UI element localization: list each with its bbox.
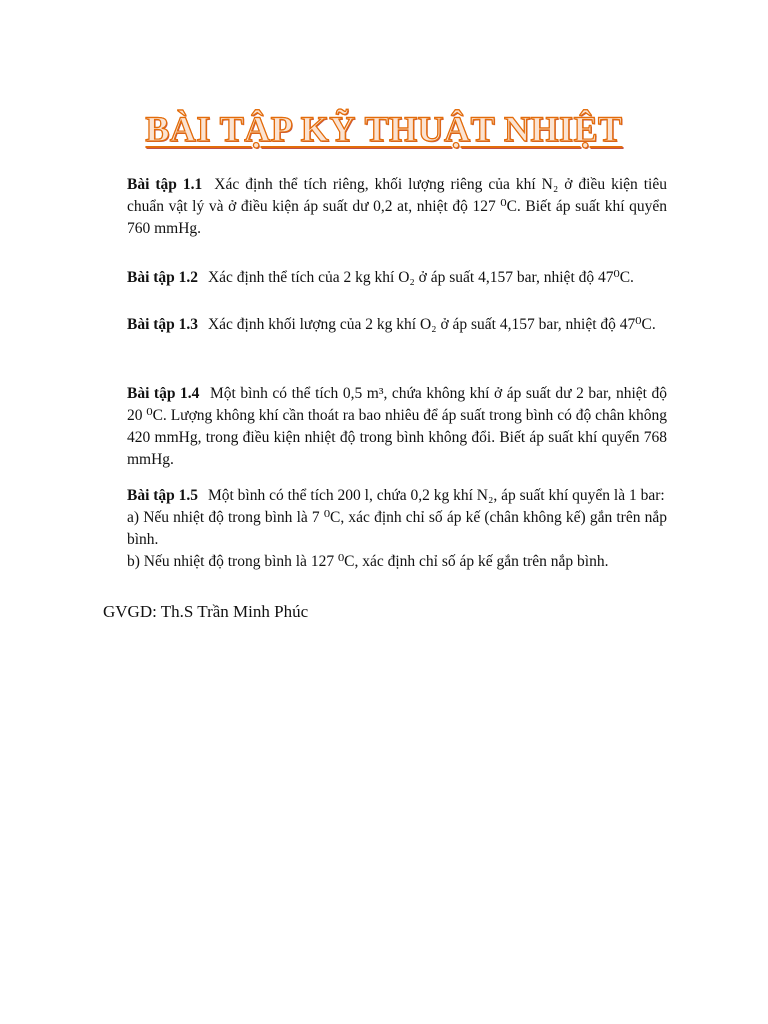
exercise-text: Xác định thể tích của 2 kg khí O₂ ở áp suất 4,157 bar, nhiệt độ 47⁰C. [207, 269, 634, 286]
exercise-label: Bài tập 1.1 [127, 176, 203, 193]
teacher-name: GVGD: Th.S Trần Minh Phúc [103, 602, 309, 621]
exercise-part-a: a) Nếu nhiệt độ trong bình là 7 ⁰C, xác định chỉ số áp kế (chân không kế) gắn trên nắp bình. [127, 509, 667, 548]
exercise-1-5 [127, 485, 667, 573]
exercise-1-1 [127, 174, 667, 240]
exercise-1-2 [127, 267, 667, 289]
document-title: BÀI TẬP KỸ THUẬT NHIỆT [145, 109, 623, 149]
exercise-label: Bài tập 1.4 [127, 385, 200, 402]
exercise-text: Xác định khối lượng của 2 kg khí O₂ ở áp suất 4,157 bar, nhiệt độ 47⁰C. [207, 316, 656, 333]
exercise-label: Bài tập 1.5 [127, 487, 199, 504]
exercise-text: Xác định thể tích riêng, khối lượng riêng của khí N₂ ở điều kiện tiêu chuẩn vật lý và ở điều kiện áp suất dư 0,2 at, nhiệt độ 127 ⁰C. Biết áp suất khí quyển 760 mmHg. [127, 176, 667, 237]
exercise-part-b: b) Nếu nhiệt độ trong bình là 127 ⁰C, xác định chỉ số áp kế gắn trên nắp bình. [127, 553, 609, 570]
exercise-label: Bài tập 1.2 [127, 269, 199, 286]
exercise-1-4 [127, 383, 667, 471]
exercise-label: Bài tập 1.3 [127, 316, 199, 333]
exercise-1-3 [127, 314, 667, 336]
exercise-text: Một bình có thể tích 200 l, chứa 0,2 kg khí N₂, áp suất khí quyển là 1 bar: [207, 487, 665, 504]
exercise-text: Một bình có thể tích 0,5 m³, chứa không khí ở áp suất dư 2 bar, nhiệt độ 20 ⁰C. Lượng không khí cần thoát ra bao nhiêu để áp suất trong bình có độ chân không 420 mmHg, trong điều kiện nhiệt độ trong bình không đổi. Biết áp suất khí quyển 768 mmHg. [127, 385, 667, 468]
